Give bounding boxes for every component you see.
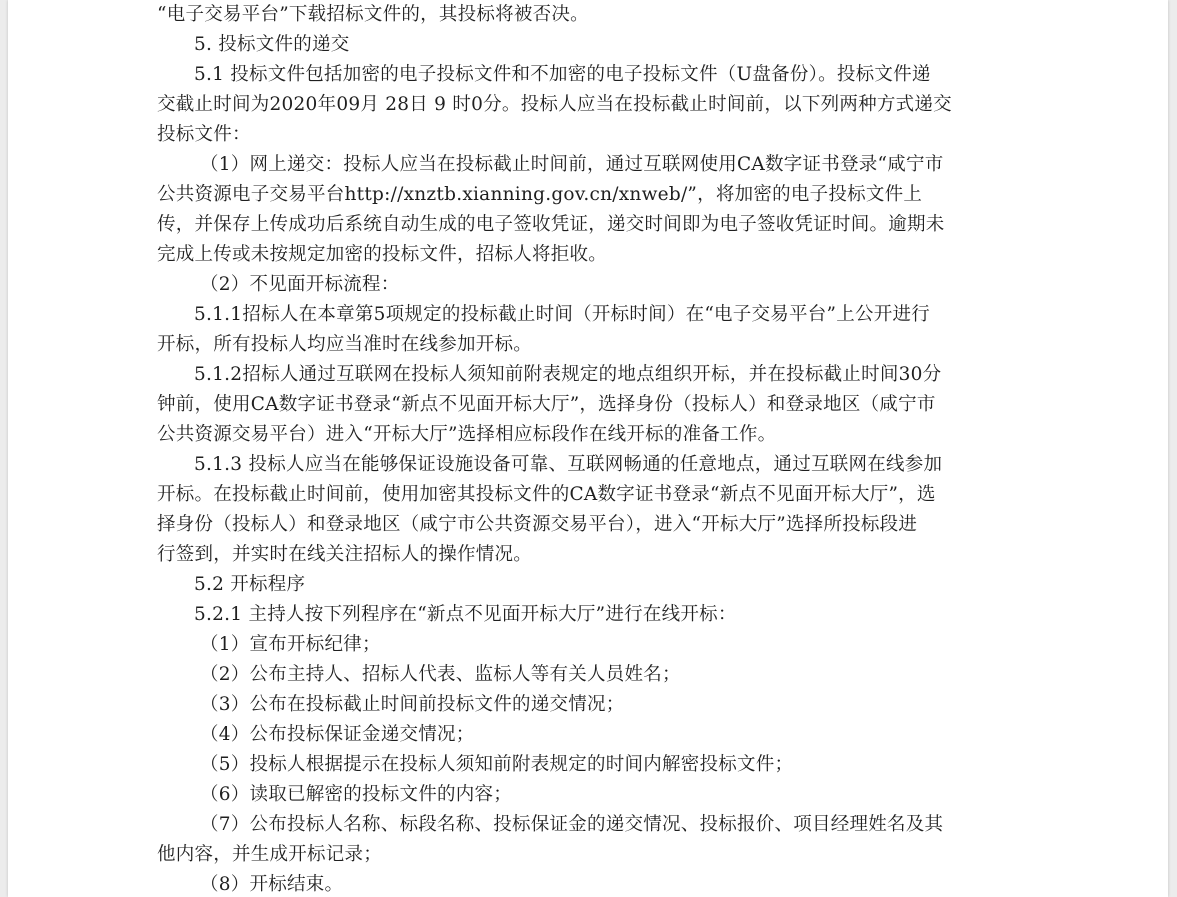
text-line: 5.1.1招标人在本章第5项规定的投标截止时间（开标时间）在“电子交易平台”上公开进行 <box>194 304 931 325</box>
list-item: （2）公布主持人、招标人代表、监标人等有关人员姓名； <box>200 664 681 685</box>
text-line: 行签到，并实时在线关注招标人的操作情况。 <box>157 544 533 565</box>
text-line: 公共资源电子交易平台http://xnztb.xianning.gov.cn/xnweb/”，将加密的电子投标文件上 <box>157 184 923 205</box>
list-item: （4）公布投标保证金递交情况； <box>200 724 475 745</box>
list-item: （6）读取已解密的投标文件的内容； <box>200 784 513 805</box>
text-line: （2）不见面开标流程： <box>200 274 400 295</box>
list-item: （1）宣布开标纪律； <box>200 634 381 655</box>
text-line: 5.1 投标文件包括加密的电子投标文件和不加密的电子投标文件（U盘备份）。投标文件递 <box>194 64 931 85</box>
text-line: 5.1.3 投标人应当在能够保证设施设备可靠、互联网畅通的任意地点，通过互联网在线参加 <box>194 454 943 475</box>
list-item: （8）开标结束。 <box>200 874 344 895</box>
list-item: （7）公布投标人名称、标段名称、投标保证金的递交情况、投标报价、项目经理姓名及其 <box>200 814 944 835</box>
text-line: 投标文件： <box>157 124 251 145</box>
text-line: 传，并保存上传成功后系统自动生成的电子签收凭证，递交时间即为电子签收凭证时间。逾期未 <box>157 214 945 235</box>
text-line: 公共资源交易平台）进入“开标大厅”选择相应标段作在线开标的准备工作。 <box>157 424 777 445</box>
text-line: 钟前，使用CA数字证书登录“新点不见面开标大厅”，选择身份（投标人）和登录地区（咸宁市 <box>157 394 936 415</box>
text-line: 交截止时间为2020年09月 28日 9 时0分。投标人应当在投标截止时间前，以下列两种方式递交 <box>157 94 952 115</box>
document-page <box>8 0 1168 897</box>
text-line: “电子交易平台”下载招标文件的，其投标将被否决。 <box>157 4 589 25</box>
list-item: （5）投标人根据提示在投标人须知前附表规定的时间内解密投标文件； <box>200 754 794 775</box>
text-line: 择身份（投标人）和登录地区（咸宁市公共资源交易平台），进入“开标大厅”选择所投标段进 <box>157 514 918 535</box>
section-heading: 5.2 开标程序 <box>194 574 306 595</box>
text-line: （1）网上递交：投标人应当在投标截止时间前，通过互联网使用CA数字证书登录“咸宁市 <box>200 154 944 175</box>
text-line: 完成上传或未按规定加密的投标文件，招标人将拒收。 <box>157 244 608 265</box>
text-line: 开标。在投标截止时间前，使用加密其投标文件的CA数字证书登录“新点不见面开标大厅”，选 <box>157 484 936 505</box>
text-line: 5.1.2招标人通过互联网在投标人须知前附表规定的地点组织开标，并在投标截止时间30分 <box>194 364 942 385</box>
text-line: 5.2.1 主持人按下列程序在“新点不见面开标大厅”进行在线开标： <box>194 604 737 625</box>
section-heading: 5. 投标文件的递交 <box>194 34 350 55</box>
list-item: （3）公布在投标截止时间前投标文件的递交情况； <box>200 694 625 715</box>
text-line: 开标，所有投标人均应当准时在线参加开标。 <box>157 334 533 355</box>
text-line: 他内容，并生成开标记录； <box>157 844 383 865</box>
